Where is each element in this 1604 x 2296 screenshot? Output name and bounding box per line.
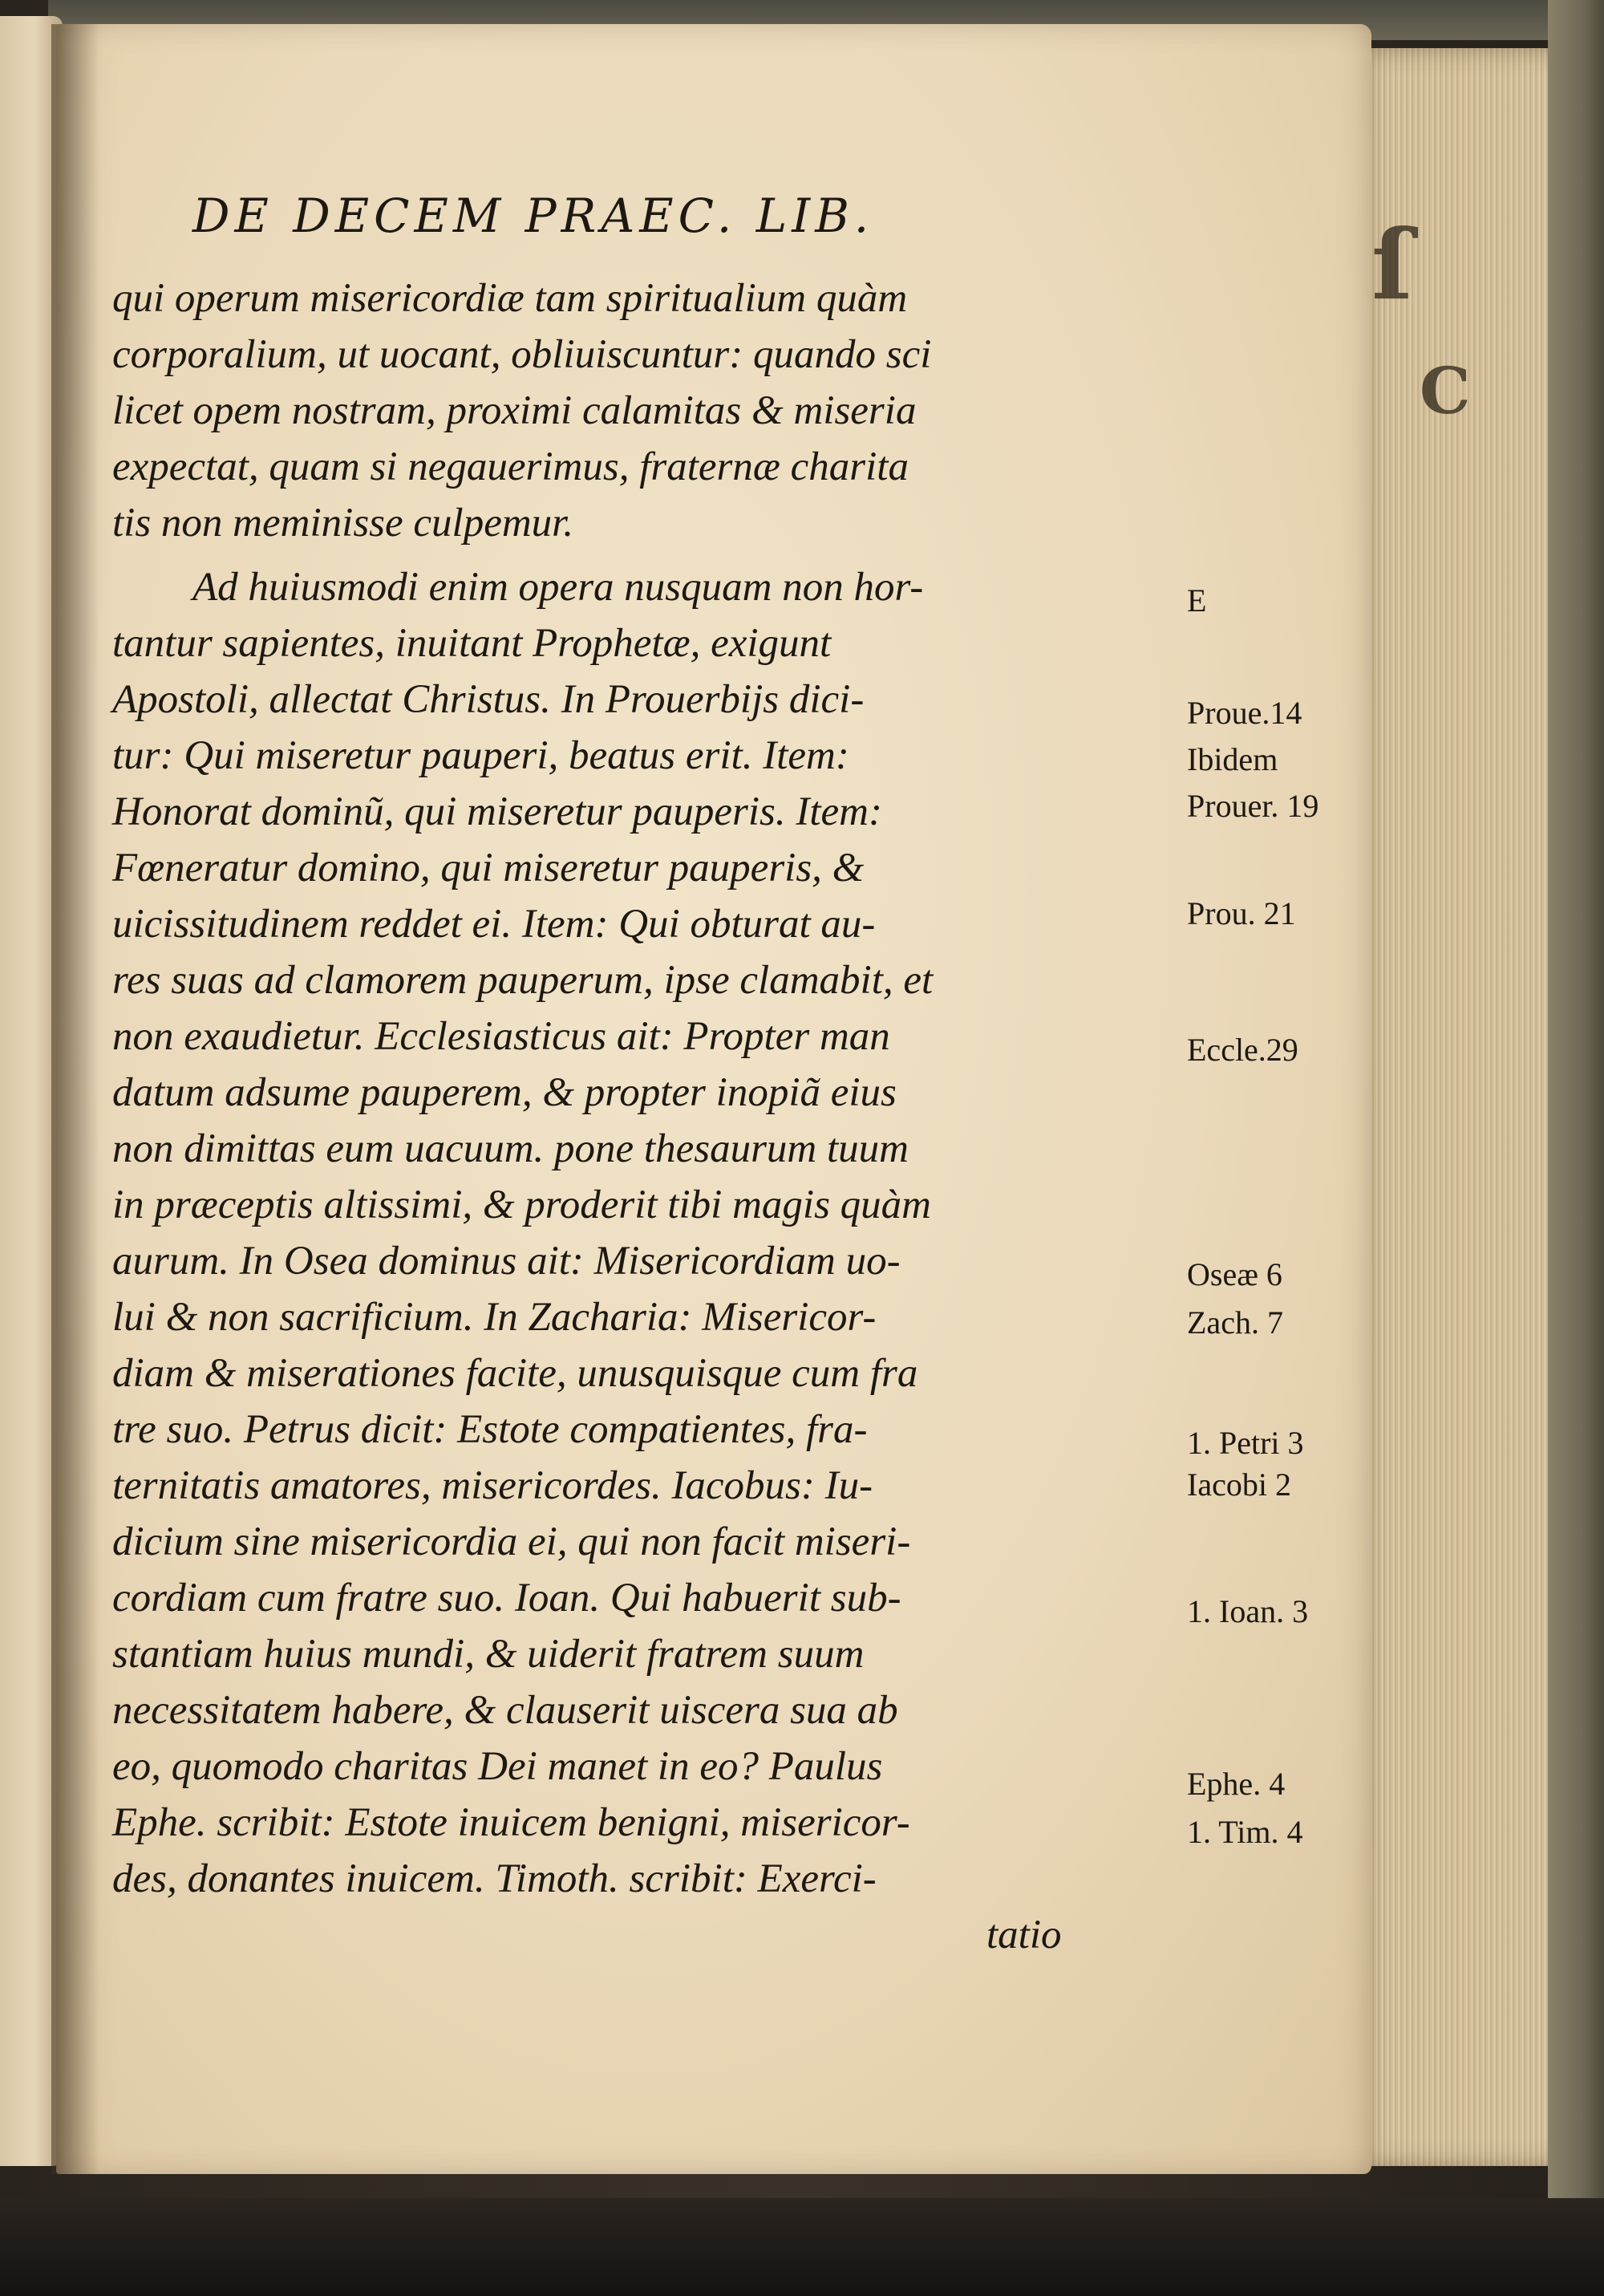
text-line: Ad huiusmodi enim opera nusquam non hor- bbox=[192, 565, 924, 610]
running-head: DE DECEM PRAEC. LIB. bbox=[192, 189, 874, 243]
margin-note: E bbox=[1187, 582, 1207, 619]
book-bottom-shadow bbox=[0, 2198, 1604, 2296]
text-line: in præceptis altissimi, & proderit tibi magis quàm bbox=[112, 1182, 931, 1227]
text-line: eo, quomodo charitas Dei manet in eo? Paulus bbox=[112, 1744, 883, 1789]
margin-note: Proue.14 bbox=[1187, 695, 1302, 731]
text-line: licet opem nostram, proximi calamitas & miseria bbox=[112, 388, 917, 433]
text-line: lui & non sacrificium. In Zacharia: Misericor- bbox=[112, 1295, 877, 1340]
book-cover bbox=[1548, 0, 1604, 2296]
margin-note: Eccle.29 bbox=[1187, 1032, 1298, 1068]
text-line: expectat, quam si negauerimus, fraternæ charita bbox=[112, 444, 909, 489]
text-line: corporalium, ut uocant, obliuiscuntur: quando sci bbox=[112, 332, 932, 377]
text-line: datum adsume pauperem, & propter inopiã eius bbox=[112, 1070, 897, 1115]
margin-note: 1. Petri 3 bbox=[1187, 1425, 1304, 1461]
text-line: qui operum misericordiæ tam spiritualium quàm bbox=[112, 276, 908, 321]
text-line: tur: Qui miseretur pauperi, beatus erit. Item: bbox=[112, 733, 849, 778]
page-block-edges: ſ C bbox=[1363, 48, 1580, 2166]
catchword: tatio bbox=[986, 1913, 1062, 1957]
margin-note: 1. Ioan. 3 bbox=[1187, 1593, 1309, 1629]
text-line: dicium sine misericordia ei, qui non facit miseri- bbox=[112, 1519, 911, 1564]
text-line: necessitatem habere, & clauserit uiscera sua ab bbox=[112, 1688, 898, 1733]
margin-note: Iacobi 2 bbox=[1187, 1466, 1291, 1503]
facing-page-sliver bbox=[0, 16, 63, 2166]
text-line: non dimittas eum uacuum. pone thesaurum tuum bbox=[112, 1126, 909, 1171]
text-line: aurum. In Osea dominus ait: Misericordiam uo- bbox=[112, 1239, 901, 1284]
text-line: res suas ad clamorem pauperum, ipse clamabit, et bbox=[112, 958, 934, 1003]
text-line: Apostoli, allectat Christus. In Prouerbijs dici- bbox=[112, 677, 865, 722]
margin-note: Prou. 21 bbox=[1187, 895, 1296, 931]
text-line: tis non meminisse culpemur. bbox=[112, 501, 574, 546]
text-line: tre suo. Petrus dicit: Estote compatientes, fra- bbox=[112, 1407, 868, 1452]
text-line: tantur sapientes, inuitant Prophetæ, exigunt bbox=[112, 621, 832, 666]
text-line: ternitatis amatores, misericordes. Iacobus: Iu- bbox=[112, 1463, 873, 1508]
text-line: Ephe. scribit: Estote inuicem benigni, misericor- bbox=[112, 1800, 910, 1845]
text-line: uicissitudinem reddet ei. Item: Qui obturat au- bbox=[112, 902, 876, 947]
text-line: non exaudietur. Ecclesiasticus ait: Propter man bbox=[112, 1014, 890, 1059]
margin-note: 1. Tim. 4 bbox=[1187, 1814, 1303, 1850]
margin-note: Oseæ 6 bbox=[1187, 1256, 1282, 1292]
text-line: diam & miserationes facite, unusquisque cum fra bbox=[112, 1351, 918, 1396]
margin-note: Prouer. 19 bbox=[1187, 788, 1319, 824]
margin-note: Ibidem bbox=[1187, 741, 1278, 777]
margin-note: Ephe. 4 bbox=[1187, 1766, 1286, 1802]
text-line: Fœneratur domino, qui miseretur pauperis, & bbox=[112, 846, 865, 890]
margin-note: Zach. 7 bbox=[1187, 1304, 1283, 1341]
text-line: des, donantes inuicem. Timoth. scribit: Exerci- bbox=[112, 1856, 877, 1901]
text-line: Honorat dominũ, qui miseretur pauperis. Item: bbox=[112, 789, 882, 834]
text-line: cordiam cum fratre suo. Ioan. Qui habuerit sub- bbox=[112, 1576, 901, 1621]
text-line: stantiam huius mundi, & uiderit fratrem suum bbox=[112, 1632, 865, 1677]
